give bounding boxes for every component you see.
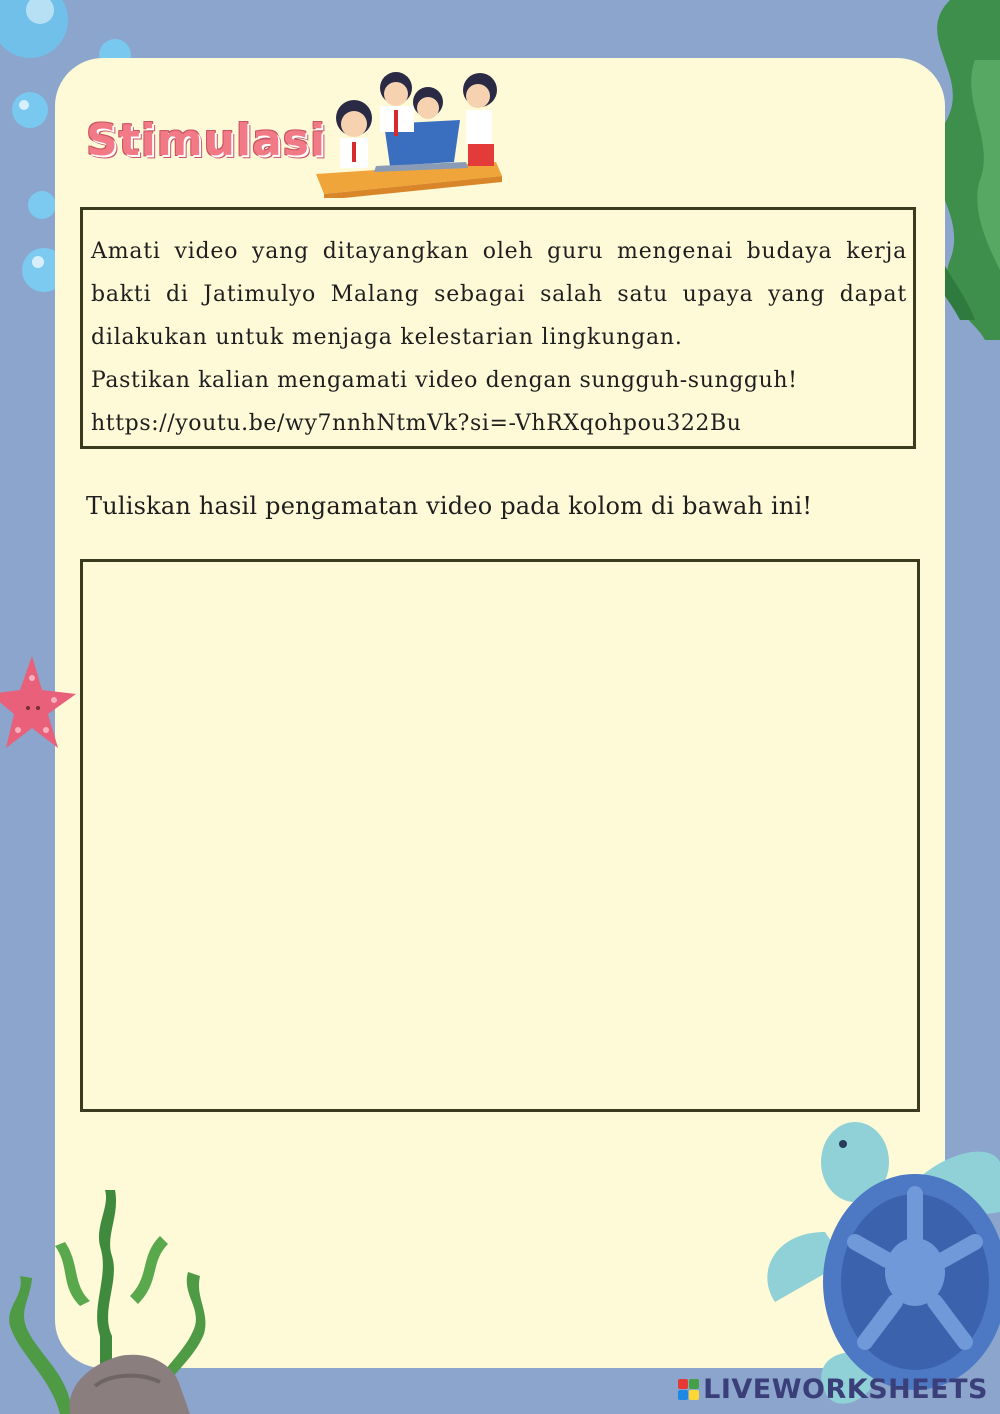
instructions-reminder: Pastikan kalian mengamati video dengan sungguh-sungguh! — [91, 368, 798, 393]
answer-textbox[interactable] — [80, 559, 920, 1112]
instructions-paragraph: Amati video yang ditayangkan oleh guru mengenai budaya kerja bakti di Jatimulyo Malang sebagai salah satu upaya yang dapat dilakukan untuk menjaga kelestarian lingkungan. — [91, 239, 907, 350]
video-link[interactable]: https://youtu.be/wy7nnhNtmVk?si=-VhRXqohpou322Bu — [91, 411, 742, 436]
answer-prompt: Tuliskan hasil pengamatan video pada kolom di bawah ini! — [86, 492, 813, 520]
brand-name: LIVEWORKSHEETS — [703, 1374, 988, 1405]
liveworksheets-brand — [678, 1374, 988, 1405]
instructions-box — [80, 207, 916, 449]
turtle-decoration — [755, 1122, 1000, 1414]
liveworksheets-logo-icon — [678, 1379, 699, 1400]
page-title: Stimulasi — [86, 115, 327, 166]
coral-rock-decoration — [0, 1186, 230, 1414]
students-laptop-illustration — [316, 66, 506, 198]
starfish-decoration — [0, 652, 80, 762]
